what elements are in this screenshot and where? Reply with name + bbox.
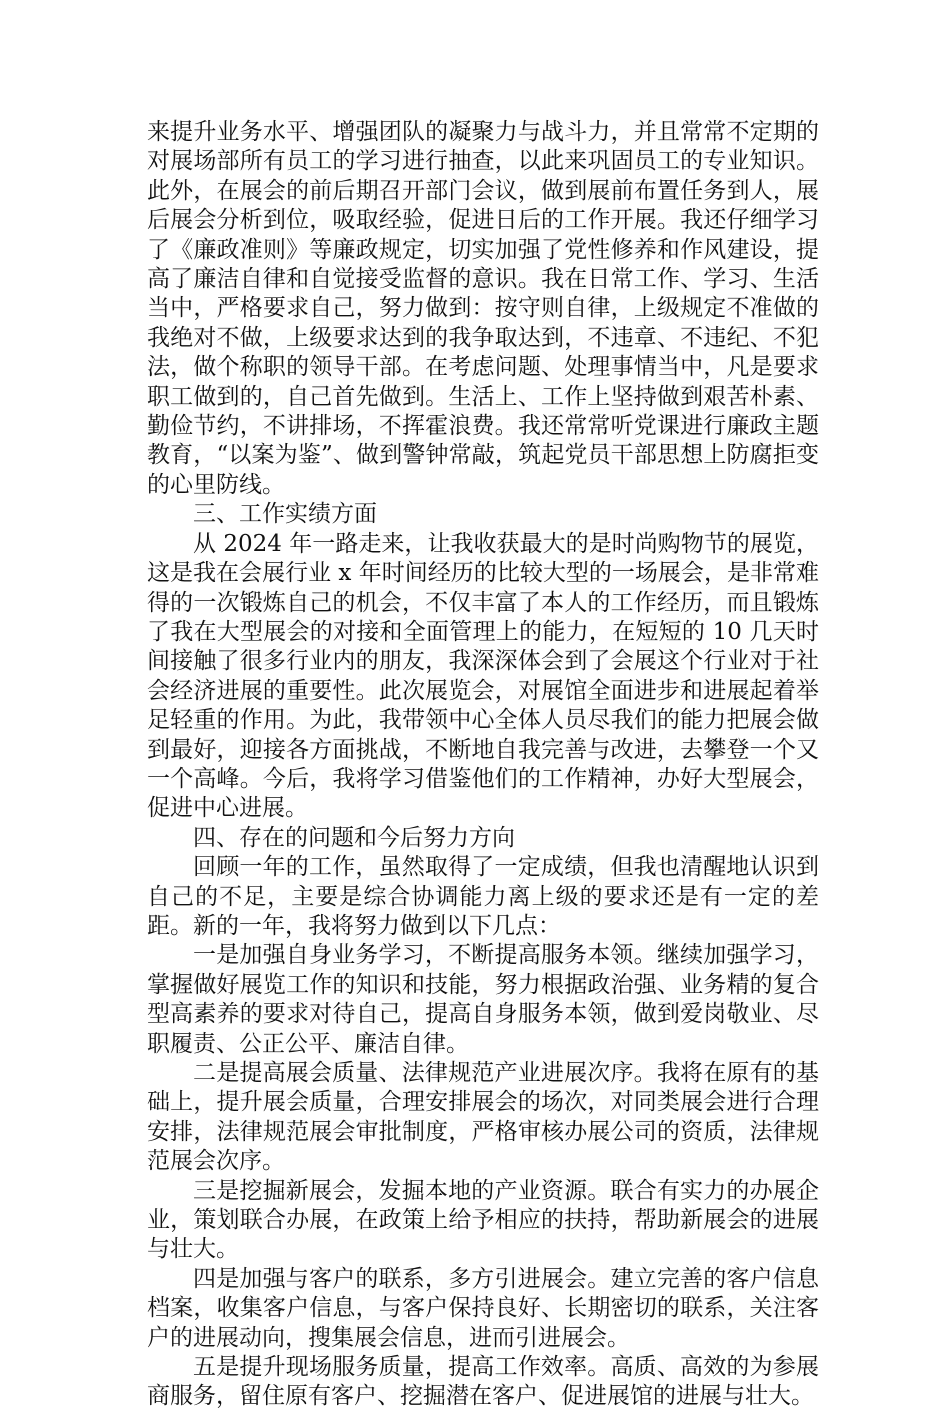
paragraph-work-achievements: 从 2024 年一路走来，让我收获最大的是时尚购物节的展览，这是我在会展行业 x 年时间经历的比较大型的一场展会，是非常难得的一次锻炼自己的机会，不仅丰富了本人的工作经历，而且锻炼了我在大型展会的对接和全面管理上的能力，在短短的 10 几天时间接触了很多行业内的朋友，我深深体会到了会展这个行业对于社会经济进展的重要性。此次展览会，对展馆全面进步和进展起着举足轻重的作用。为此，我带领中心全体人员尽我们的能力把展会做到最好，迎接各方面挑战，不断地自我完善与改进，去攀登一个又一个高峰。今后，我将学习借鉴他们的工作精神，办好大型展会，促进中心进展。	[147, 530, 819, 822]
paragraph-point-four: 四是加强与客户的联系，多方引进展会。建立完善的客户信息档案，收集客户信息，与客户保持良好、长期密切的联系，关注客户的进展动向，搜集展会信息，进而引进展会。	[147, 1265, 819, 1351]
paragraph-point-two: 二是提高展会质量、法律规范产业进展次序。我将在原有的基础上，提升展会质量，合理安排展会的场次，对同类展会进行合理安排，法律规范展会审批制度，严格审核办展公司的资质，法律规范展会次序。	[147, 1060, 819, 1175]
section-heading-problems-and-direction: 四、存在的问题和今后努力方向	[193, 824, 515, 851]
paragraph-point-three: 三是挖掘新展会，发掘本地的产业资源。联合有实力的办展企业，策划联合办展，在政策上给予相应的扶持，帮助新展会的进展与壮大。	[147, 1177, 819, 1263]
paragraph-point-five: 五是提升现场服务质量，提高工作效率。高质、高效的为参展商服务，留住原有客户、挖掘潜在客户、促进展馆的进展与壮大。	[147, 1354, 819, 1410]
paragraph-review: 回顾一年的工作，虽然取得了一定成绩，但我也清醒地认识到自己的不足，主要是综合协调能力离上级的要求还是有一定的差距。新的一年，我将努力做到以下几点：	[147, 854, 819, 939]
paragraph-integrity-discipline: 来提升业务水平、增强团队的凝聚力与战斗力，并且常常不定期的对展场部所有员工的学习进行抽查，以此来巩固员工的专业知识。此外，在展会的前后期召开部门会议，做到展前布置任务到人，展后展会分析到位，吸取经验，促进日后的工作开展。我还仔细学习了《廉政准则》等廉政规定，切实加强了党性修养和作风建设，提高了廉洁自律和自觉接受监督的意识。我在日常工作、学习、生活当中，严格要求自己，努力做到：按守则自律，上级规定不准做的我绝对不做，上级要求达到的我争取达到，不违章、不违纪、不犯法，做个称职的领导干部。在考虑问题、处理事情当中，凡是要求职工做到的，自己首先做到。生活上、工作上坚持做到艰苦朴素、勤俭节约，不讲排场，不挥霍浪费。我还常常听党课进行廉政主题教育，“以案为鉴”、做到警钟常敲，筑起党员干部思想上防腐拒变的心里防线。	[147, 119, 819, 498]
section-heading-work-achievements: 三、工作实绩方面	[193, 501, 377, 528]
paragraph-point-one: 一是加强自身业务学习，不断提高服务本领。继续加强学习，掌握做好展览工作的知识和技能，努力根据政治强、业务精的复合型高素养的要求对待自己，提高自身服务本领，做到爱岗敬业、尽职履责、公正公平、廉洁自律。	[147, 942, 819, 1057]
document-body	[147, 118, 819, 1412]
